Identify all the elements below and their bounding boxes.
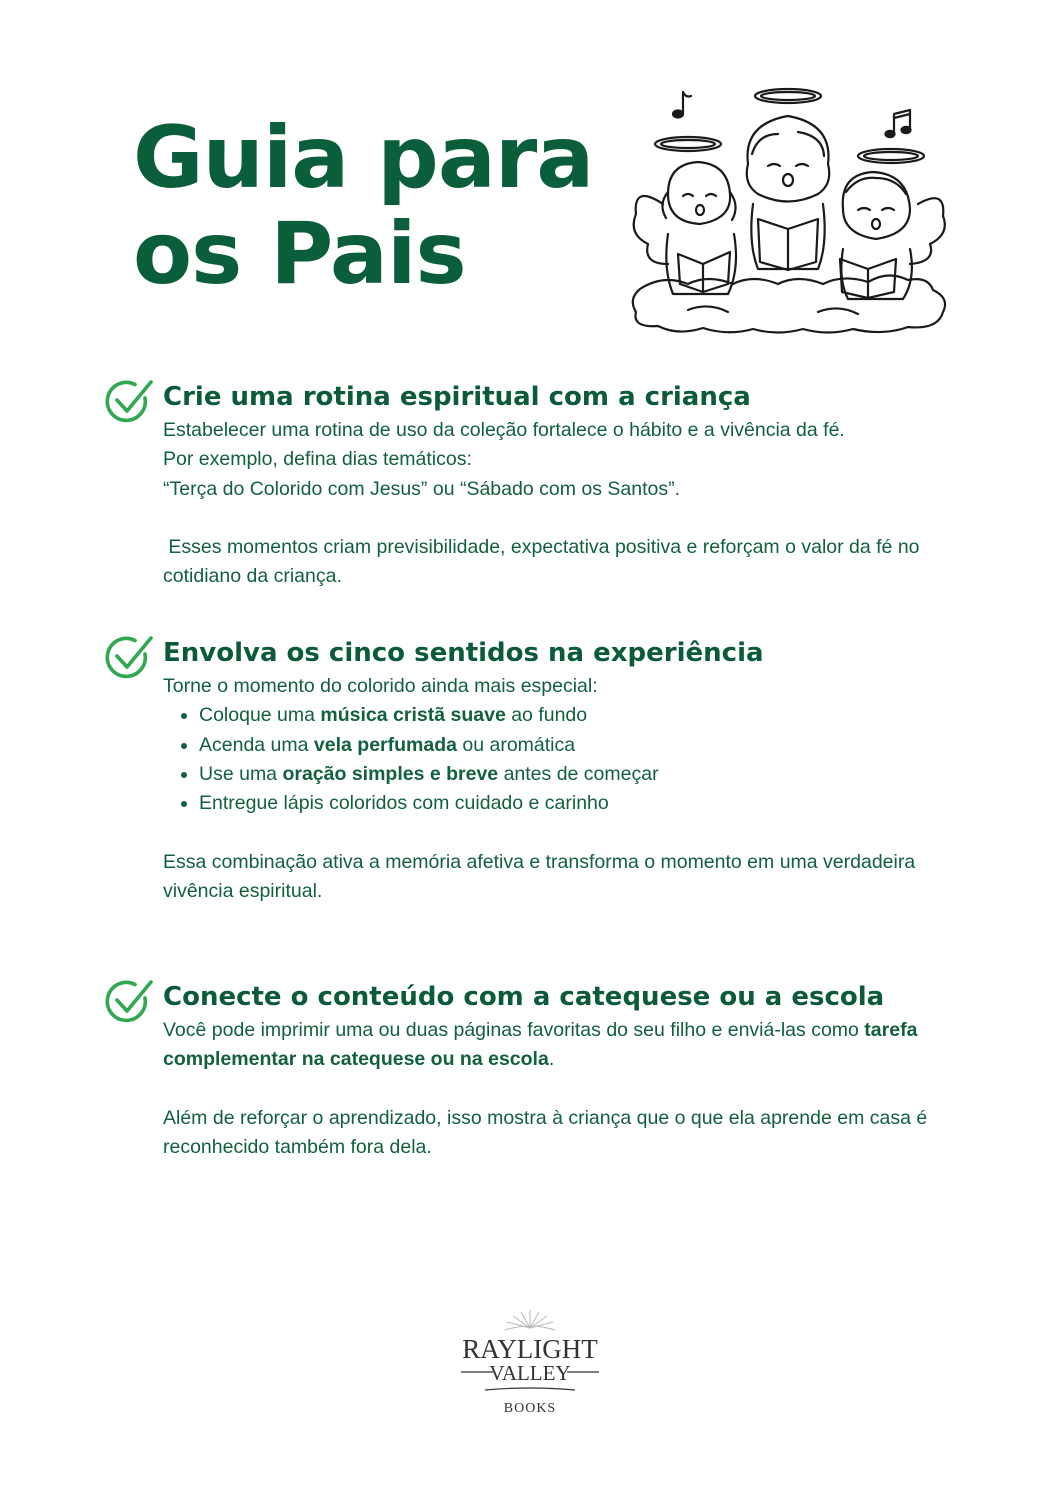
raylight-valley-books-logo — [455, 1306, 605, 1426]
bullet-list — [163, 701, 963, 818]
section-catechesis — [105, 978, 965, 1178]
checkmark-circle-icon — [105, 378, 155, 426]
paragraph: Torne o momento do colorido ainda mais especial: — [163, 675, 598, 697]
page-title-line1: Guia para — [133, 108, 594, 208]
list-item: • Use uma oração simples e breve antes de começar — [199, 760, 963, 789]
paragraph: Além de reforçar o aprendizado, isso mostra à criança que o que ela aprende em casa é reconhecido também fora dela. — [163, 1106, 928, 1159]
section-body — [163, 672, 963, 906]
music-note-icon — [886, 110, 911, 137]
section-title: Envolva os cinco sentidos na experiência — [163, 638, 764, 668]
logo-line3: BOOKS — [503, 1401, 557, 1416]
logo-line1: RAYLIGHT — [462, 1334, 598, 1364]
page-title — [133, 110, 593, 302]
section-body — [163, 1016, 963, 1162]
singing-angels-illustration — [628, 84, 950, 334]
paragraph: Você pode imprimir uma ou duas páginas favoritas do seu filho e enviá-las como tarefa complementar na catequese ou na escola. — [163, 1019, 918, 1071]
list-item: • Acenda uma vela perfumada ou aromática — [199, 731, 963, 760]
paragraph: Esses momentos criam previsibilidade, expectativa positiva e reforçam o valor da fé no cotidiano da criança. — [163, 536, 925, 588]
paragraph: Essa combinação ativa a memória afetiva e transforma o momento em uma verdadeira vivência espiritual. — [163, 850, 916, 903]
list-item: • Entregue lápis coloridos com cuidado e carinho — [199, 789, 963, 818]
logo-line2: VALLEY — [489, 1361, 571, 1385]
section-body — [163, 416, 963, 592]
section-routine — [105, 378, 965, 608]
section-title: Conecte o conteúdo com a catequese ou a escola — [163, 982, 885, 1012]
paragraph-line: Estabelecer uma rotina de uso da coleção fortalece o hábito e a vivência da fé. — [163, 419, 845, 441]
checkmark-circle-icon — [105, 978, 155, 1026]
paragraph-line: Por exemplo, defina dias temáticos: — [163, 448, 472, 471]
section-title: Crie uma rotina espiritual com a criança — [163, 382, 751, 412]
page-title-line2: os Pais — [133, 204, 466, 304]
list-item: • Coloque uma música cristã suave ao fundo — [199, 701, 963, 730]
section-senses — [105, 634, 965, 924]
music-note-icon — [673, 92, 691, 118]
checkmark-circle-icon — [105, 634, 155, 682]
paragraph-line: “Terça do Colorido com Jesus” ou “Sábado com os Santos”. — [163, 477, 680, 500]
